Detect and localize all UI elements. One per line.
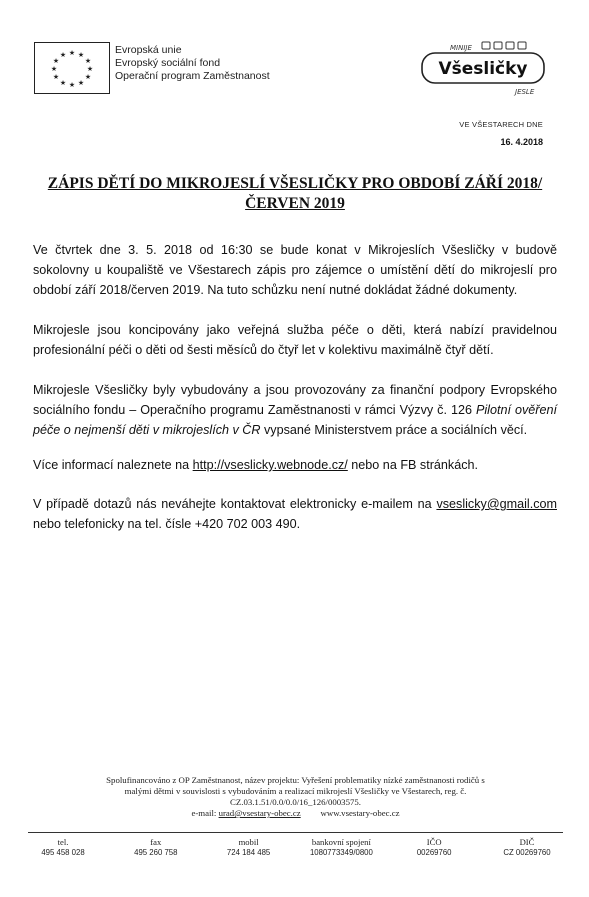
more-info-text: Více informací naleznete na	[33, 458, 193, 472]
contact-value: CZ 00269760	[503, 848, 551, 857]
svg-text:★: ★	[84, 57, 92, 65]
contact-label: DIČ	[519, 837, 535, 847]
contact-ico	[391, 837, 477, 857]
vseslicky-logo	[420, 38, 550, 100]
contact-mobile	[206, 837, 292, 857]
footer-email-label: e-mail:	[191, 808, 219, 818]
contact-label: fax	[150, 837, 162, 847]
paragraph-contact	[33, 494, 557, 534]
contact-tel	[20, 837, 106, 857]
funding-text-end: vypsané Ministerstvem práce a sociálních věcí.	[260, 423, 528, 437]
paragraph-concept: Mikrojesle jsou koncipovány jako veřejná služba péče o děti, která nabízí pravidelnou profesionální péči o děti od šesti měsíců do čtyř let v kolektivu maximálně čtyř dětí.	[33, 323, 557, 357]
logo-top-text: MINIJE	[450, 44, 472, 52]
contact-value: 1080773349/0800	[309, 848, 373, 857]
date-caption: VE VŠESTARECH DNE	[459, 120, 543, 129]
svg-text:★: ★	[59, 79, 67, 87]
svg-text:★: ★	[52, 57, 60, 65]
logo-main-text: Všesličky	[438, 59, 528, 79]
contact-value: 495 260 758	[134, 848, 178, 857]
eu-line: Evropská unie	[115, 44, 182, 56]
eu-program-text	[115, 44, 270, 83]
paragraph-more-info	[33, 455, 557, 475]
contact-value: 00269760	[416, 848, 452, 857]
contact-bank	[298, 837, 384, 857]
svg-text:★: ★	[86, 65, 94, 73]
svg-text:★: ★	[68, 49, 76, 57]
contact-label: IČO	[426, 837, 442, 847]
contact-text-end: nebo telefonicky na tel. čísle +420 702 003 490.	[33, 517, 301, 531]
svg-text:★: ★	[59, 51, 67, 59]
funding-text: Mikrojesle Všesličky byly vybudovány a jsou provozovány za finanční podpory Evropského sociálního fondu – Operačního programu Zaměstnanosti v rámci Výzvy č. 126	[33, 383, 557, 417]
footer-divider	[28, 832, 563, 833]
svg-text:★: ★	[77, 79, 85, 87]
title-line: ČERVEN 2019	[245, 195, 345, 212]
eu-flag-box	[34, 42, 110, 94]
website-link[interactable]: http://vseslicky.webnode.cz/	[192, 458, 348, 472]
contact-value: 495 458 028	[41, 848, 85, 857]
contact-fax	[113, 837, 199, 857]
date-value: 16. 4.2018	[500, 137, 543, 147]
email-link[interactable]: vseslicky@gmail.com	[436, 497, 557, 511]
footer-project-info	[28, 775, 563, 819]
eu-line: Evropský sociální fond	[115, 57, 221, 69]
call-title: Pilotní ověření péče o nejmenší děti v mikrojeslích v ČR	[33, 403, 557, 437]
contact-dic	[484, 837, 570, 857]
contact-value: 724 184 485	[226, 848, 271, 857]
footer-web-link[interactable]: www.vsestary-obec.cz	[320, 808, 400, 818]
document-title	[30, 174, 560, 214]
footer-contacts	[20, 837, 570, 857]
svg-text:★: ★	[52, 73, 60, 81]
paragraph-enrollment: Ve čtvrtek dne 3. 5. 2018 od 16:30 se bude konat v Mikrojeslích Všesličky v budově sokolovny u koupaliště ve Všestarech zápis pro zájemce o umístění dětí do mikrojeslí pro období září 2018/červen 2019. Na tuto schůzku není nutné dokládat žádné dokumenty.	[33, 243, 557, 297]
contact-text: V případě dotazů nás neváhejte kontaktovat elektronicky e-mailem na	[33, 497, 437, 511]
title-line: ZÁPIS DĚTÍ DO MIKROJESLÍ VŠESLIČKY PRO OBDOBÍ ZÁŘÍ 2018/	[47, 175, 543, 192]
contact-label: bankovní spojení	[311, 837, 371, 847]
more-info-text-end: nebo na FB stránkách.	[347, 458, 479, 472]
date-block	[459, 120, 543, 147]
eu-line: Operační program Zaměstnanost	[115, 70, 270, 82]
footer-line: CZ.03.1.51/0.0/0.0/16_126/0003575.	[230, 797, 361, 807]
footer-email-link[interactable]: urad@vsestary-obec.cz	[218, 808, 301, 818]
contact-label: mobil	[238, 837, 259, 847]
logo-bottom-text: JESLE	[515, 88, 535, 96]
svg-text:★: ★	[77, 51, 85, 59]
footer-line: Spolufinancováno z OP Zaměstnanost, název projektu: Vyřešení problematiky nízké zaměstnanosti rodičů s	[106, 775, 485, 785]
contact-label: tel.	[57, 837, 69, 847]
eu-stars-icon	[35, 43, 109, 93]
svg-text:★: ★	[84, 73, 92, 81]
svg-text:★: ★	[68, 81, 76, 89]
svg-text:★: ★	[50, 65, 58, 73]
footer-contact-line	[28, 808, 563, 819]
footer-line: malými dětmi v souvislosti s vybudováním a realizací mikrojeslí Všesličky ve Všestarech, reg. č.	[124, 786, 467, 796]
paragraph-funding	[33, 380, 557, 440]
